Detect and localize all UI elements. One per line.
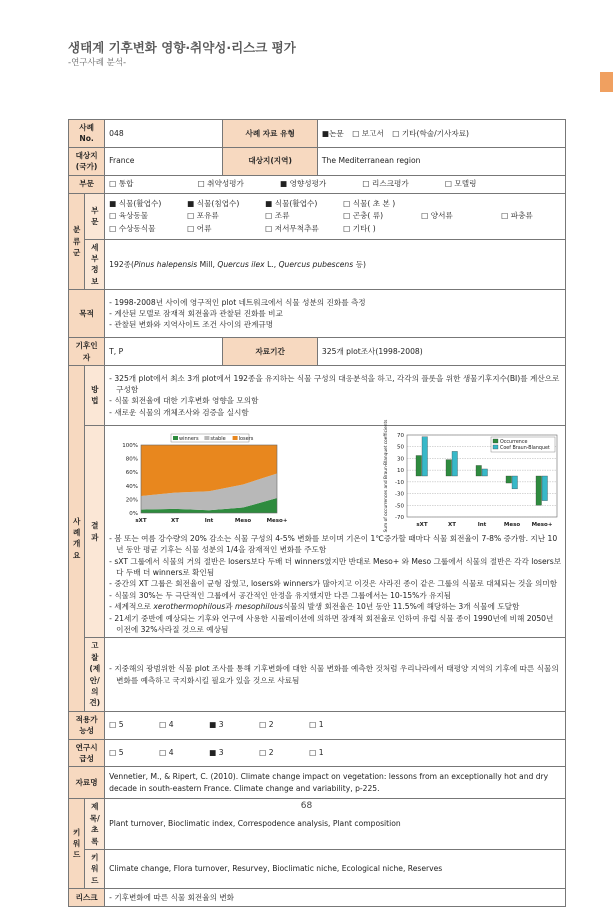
value-detail: 192종(Pinus halepensis Mill, Quercus ilex L., Quercus pubescens 등) [105,239,566,290]
bar-coef-braun-blanquet [542,476,548,501]
value-case-no: 048 [105,120,223,148]
side-tab-marker [600,72,613,92]
y-tick-label: 10 [397,468,405,475]
label-reference: 자료명 [69,767,105,799]
x-tick-label: sXT [135,517,147,524]
legend-label: losers [238,435,254,442]
bar-coef-braun-blanquet [422,437,428,476]
label-applicability: 적용가능성 [69,711,105,739]
y-axis-label: Sum of occurrences and Braun-Blanquet coefficients [384,419,390,533]
data-type-opt: ■논문 [321,128,344,138]
label-keywords: 키워드 [69,799,85,889]
area-chart [109,431,288,527]
y-tick-label: -50 [395,503,405,510]
value-climate-factor: T, P [105,338,223,366]
class-opt: □ 양서류 [421,211,453,221]
x-tick-label: sXT [416,521,428,528]
value-period: 325개 plot조사(1998-2008) [317,338,565,366]
class-opt: □ 어류 [187,223,212,233]
y-tick-label: 70 [397,432,405,439]
legend-swatch [173,436,178,440]
sector-opt: □ 통합 [109,179,134,189]
bar-coef-braun-blanquet [452,451,458,476]
y-tick-label: -30 [395,491,405,498]
value-method [105,365,566,425]
legend-label: stable [210,435,226,442]
class-opt: □ 육상동물 [109,211,149,221]
result-item: - 21세기 중반에 예상되는 기후와 연구에 사용한 시뮬레이션에 의하면 잠재적 회전율로 인하여 유럽 식물 종이 1990년에 비해 2050년 이전에 32%사라질 것으로 예상됨 [109,613,554,635]
y-tick-label: 50 [397,444,405,451]
sector-opt: □ 모델링 [444,179,477,189]
x-tick-label: Meso+ [266,517,288,524]
bar-occurrence [506,476,512,483]
class-opt: □ 조류 [265,211,290,221]
label-purpose: 목적 [69,290,105,338]
class-opt: ■ 식물(활엽수) [265,198,318,208]
method-item: - 식물 회전율에 대한 기후변화 영향을 모의함 [109,396,259,406]
legend-swatch [493,445,498,449]
label-region: 대상지(지역) [223,147,318,175]
result-item: - 중간의 XT 그룹은 회전율이 균형 잡혔고, losers와 winners가 많아지고 이것은 사라진 종이 같은 그룹의 식물로 대체되는 것을 의미함 [109,579,558,589]
bar-coef-braun-blanquet [512,476,518,489]
value-sector [105,175,566,193]
y-tick-label: 60% [125,470,139,477]
label-result: 결과 [85,425,105,638]
class-opt: □ 저서무척추류 [265,223,319,233]
label-case-summary: 사례 개요 [69,365,85,711]
value-kw-keyword: Climate change, Flora turnover, Resurvey, Bioclimatic niche, Ecological niche, Reserves [105,849,566,888]
label-country: 대상지(국가) [69,147,105,175]
label-sector: 부문 [69,175,105,193]
y-tick-label: 30 [397,456,405,463]
sector-opt: □ 취약성평가 [197,179,244,189]
class-opt: ■ 식물(활엽수) [109,198,162,208]
x-tick-label: Int [477,521,487,528]
bar-occurrence [446,460,452,476]
legend-swatch [233,436,238,440]
label-detail: 세부정보 [85,239,105,290]
result-item: - 봄 또는 여름 강수량의 20% 감소는 식물 구성의 4-5% 변화를 보이며 기온이 1℃증가할 때마다 식물 회전율이 7-8% 증가함. 지난 10년 동안 평균 기후는 식물 성분의 1/4을 잠재적인 변화를 주도함 [109,533,558,555]
class-opt: □ 포유류 [187,211,219,221]
label-data-type: 사례 자료 유형 [223,120,318,148]
result-item: - 세계적으로 xerothermophilous과 mesophilous식물의 발생 회전율은 10년 동안 11.5%에 해당하는 3개 식물에 도달함 [109,602,520,612]
value-purpose [105,290,566,338]
y-tick-label: -70 [395,514,405,521]
value-country: France [105,147,223,175]
x-tick-label: XT [448,521,457,528]
label-urgency: 연구시급성 [69,739,105,767]
x-tick-label: Meso+ [531,521,553,528]
bar-occurrence [416,455,422,476]
y-tick-label: 0% [129,510,139,517]
label-kw-title: 제목/초록 [85,799,105,850]
method-item: - 새로운 식물의 개체조사와 검증을 실시함 [109,407,249,417]
class-opt: □ 기타( ) [343,223,376,233]
case-table [68,119,566,907]
y-tick-label: 40% [125,483,139,490]
data-type-opt: □ 기타(학술/기사자료) [392,128,469,138]
sector-opt: □ 리스크평가 [362,179,409,189]
purpose-item: - 계산된 모델로 잠재적 회전율과 관찰된 진화를 비교 [109,308,283,318]
label-period: 자료기간 [223,338,318,366]
label-climate-factor: 기후인자 [69,338,105,366]
y-tick-label: -10 [395,479,405,486]
bar-occurrence [536,476,542,505]
legend-label: Coef Braun-Blanquet [500,445,550,451]
purpose-item: - 관찰된 변화와 지역사이트 조건 사이의 관계규명 [109,320,274,330]
page-subtitle: -연구사례 분석- [68,58,127,68]
bar-occurrence [476,465,482,476]
value-urgency: □ 5 □ 4 ■ 3 □ 2 □ 1 [105,739,566,767]
page-number: 68 [300,801,313,811]
label-class-sector: 부문 [85,193,105,239]
y-tick-label: 100% [122,442,139,449]
value-data-type [317,120,565,148]
method-item: - 325개 plot에서 최소 3개 plot에서 192종을 유지하는 식물 구성의 대응분석을 하고, 각각의 플롯을 위한 생물기후지수(BI)를 계산으로 구성함 [109,373,560,395]
value-kw-title: Plant turnover, Bioclimatic index, Correspodence analysis, Plant composition [105,799,566,850]
label-discussion: 고찰 (제안/의견) [85,638,105,711]
bar-chart [381,419,561,533]
legend-swatch [493,439,498,443]
y-tick-label: 80% [125,456,139,463]
legend-label: Occurrence [500,439,528,445]
x-tick-label: Meso [235,517,252,524]
label-risk: 리스크 [69,889,105,907]
page-header [0,0,613,100]
class-opt: □ 식물( 초 본 ) [343,198,396,208]
y-tick-label: 20% [125,497,139,504]
class-opt: □ 수상동식물 [109,223,156,233]
value-classification [105,193,566,239]
label-kw-keyword: 키워드 [85,849,105,888]
purpose-item: - 1998-2008년 사이에 영구적인 plot 네트워크에서 식물 성분의 진화를 측정 [109,297,366,307]
legend-swatch [205,436,210,440]
x-tick-label: Meso [504,521,521,528]
value-reference: Vennetier, M., & Ripert, C. (2010). Climate change impact on vegetation: lessons from an exceptionally hot and dry decade in south-eastern France. Climate change and variability, p-225. [105,767,566,799]
value-discussion: - 지중해의 광범위한 식물 plot 조사를 통해 기후변화에 대한 식물 변화를 예측한 것처럼 우리나라에서 태평양 지역의 기후에 따른 식물의 변화를 예측하고 국지화시킬 필요가 있을 것으로 사료됨 [105,638,566,711]
sector-opt: ■ 영향성평가 [280,179,327,189]
page-title: 생태계 기후변화 영향·취약성·리스크 평가 [68,40,296,55]
result-item: - 식물의 30%는 두 극단적인 그룹에서 공간적인 안정을 유지했지만 다른 그룹에서는 10-15%가 유지됨 [109,590,452,600]
label-method: 방법 [85,365,105,425]
value-result [105,419,566,638]
bar-coef-braun-blanquet [482,469,488,476]
data-type-opt: □ 보고서 [352,128,384,138]
legend-label: winners [179,435,199,442]
value-region: The Mediterranean region [317,147,565,175]
label-classification: 분류군 [69,193,85,290]
label-case-no: 사례 No. [69,120,105,148]
value-applicability: □ 5 □ 4 ■ 3 □ 2 □ 1 [105,711,566,739]
x-tick-label: XT [171,517,180,524]
class-opt: ■ 식물(침엽수) [187,198,240,208]
x-tick-label: Int [204,517,214,524]
result-item: - sXT 그룹에서 식물의 거의 절반은 losers보다 두배 더 winners였지만 반대로 Meso+ 와 Meso 그룹에서 식물의 절반은 각각 losers보다 두배 더 winners로 확인됨 [109,556,562,578]
class-opt: □ 곤충( 류) [343,211,384,221]
value-risk: - 기후변화에 따른 식물 회전율의 변화 [105,889,566,907]
class-opt: □ 파충류 [501,211,533,221]
